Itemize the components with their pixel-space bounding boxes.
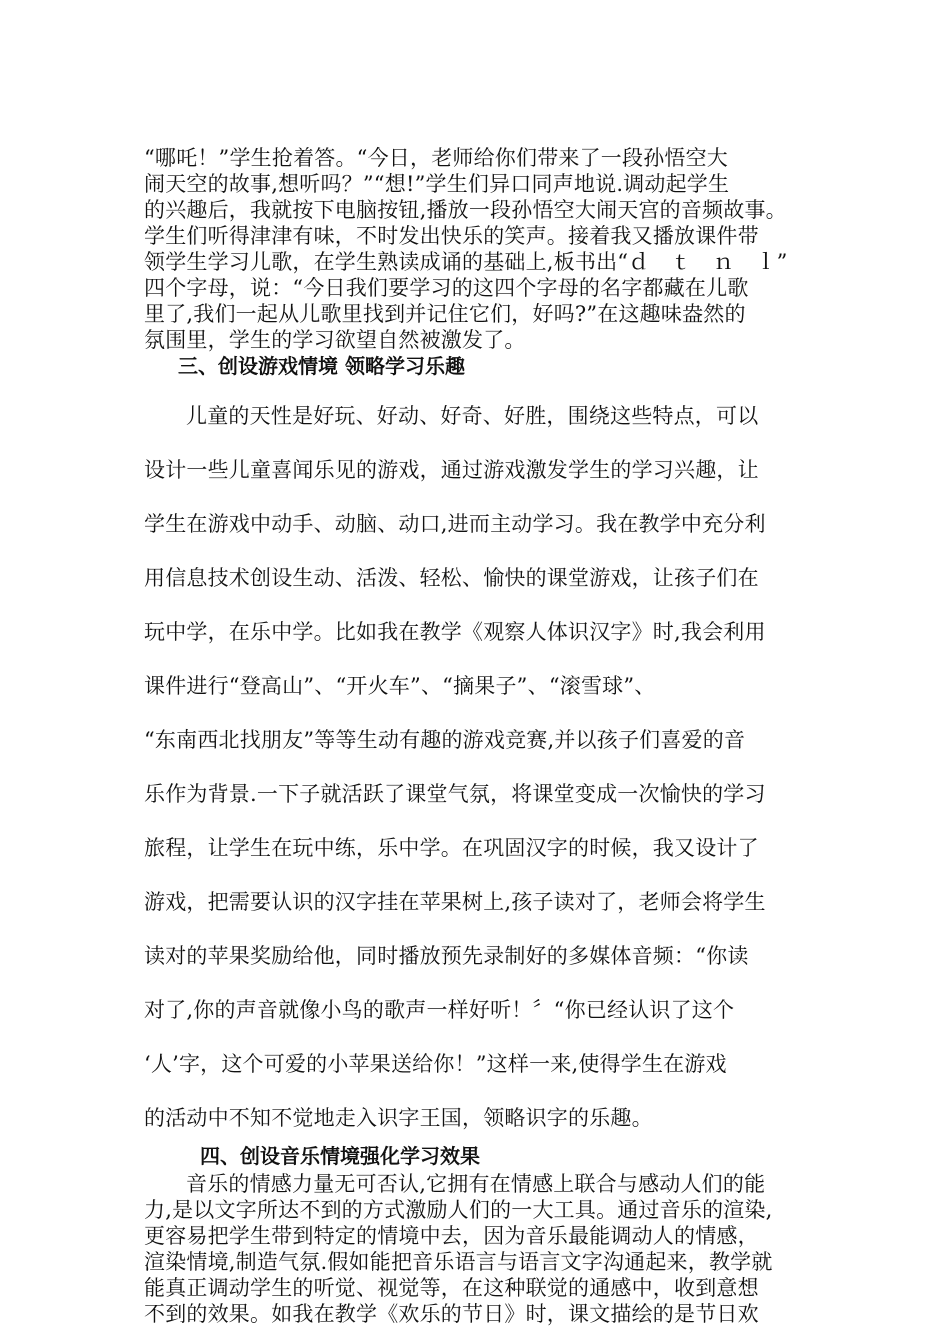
paragraph-line: 里了,我们一起从儿歌里找到并记住它们，好吗?”在这趣味盎然的 — [144, 302, 746, 326]
paragraph-line: 玩中学，在乐中学。比如我在教学《观察人体识汉字》时,我会利用 — [144, 620, 766, 644]
paragraph-line: 游戏，把需要认识的汉字挂在苹果树上,孩子读对了，老师会将学生 — [144, 890, 766, 914]
paragraph-line: 渲染情境,制造气氛.假如能把音乐语言与语言文字沟通起来，教学就 — [144, 1250, 773, 1274]
paragraph-line: 课件进行“登高山”、“开火车”、“摘果子”、“滚雪球”、 — [144, 674, 656, 698]
paragraph-line: 闹天空的故事,想听吗？”“想!”学生们异口同声地说.调动起学生 — [144, 172, 730, 196]
paragraph-line: 用信息技术创设生动、活泼、轻松、愉快的课堂游戏，让孩子们在 — [144, 566, 759, 590]
paragraph-line: 更容易把学生带到特定的情境中去，因为音乐最能调动人的情感， — [144, 1224, 759, 1248]
paragraph-line: 旅程，让学生在玩中练，乐中学。在巩固汉字的时候，我又设计了 — [144, 836, 759, 860]
paragraph-line: 领学生学习儿歌，在学生熟读成诵的基础上,板书出“ｄ ｔ ｎ ｌ” — [144, 250, 788, 274]
paragraph-line: 的活动中不知不觉地走入识字王国，领略识字的乐趣。 — [144, 1106, 653, 1130]
paragraph-line: 力,是以文字所达不到的方式激励人们的一大工具。通过音乐的渲染, — [144, 1198, 773, 1222]
section-heading: 三、创设游戏情境 领略学习乐趣 — [178, 354, 465, 378]
paragraph-line: 音乐的情感力量无可否认,它拥有在情感上联合与感动人们的能 — [186, 1172, 766, 1196]
paragraph-line: 能真正调动学生的听觉、视觉等，在这种联觉的通感中，收到意想 — [144, 1276, 759, 1300]
paragraph-line: 学生在游戏中动手、动脑、动口,进而主动学习。我在教学中充分利 — [144, 512, 766, 536]
paragraph-line: “东南西北找朋友”等等生动有趣的游戏竞赛,并以孩子们喜爱的音 — [144, 728, 746, 752]
paragraph-line: 学生们听得津津有味，不时发出快乐的笑声。接着我又播放课件带 — [144, 224, 759, 248]
paragraph-line: 氛围里，学生的学习欲望自然被激发了。 — [144, 328, 526, 352]
paragraph-line: 设计一些儿童喜闻乐见的游戏，通过游戏激发学生的学习兴趣，让 — [144, 458, 759, 482]
paragraph-line: 对了,你的声音就像小鸟的歌声一样好听！〞“你已经认识了这个 — [144, 998, 735, 1022]
paragraph-line: ‘人’字，这个可爱的小苹果送给你！”这样一来,使得学生在游戏 — [144, 1052, 727, 1076]
section-heading: 四、创设音乐情境强化学习效果 — [200, 1144, 480, 1168]
paragraph-line: 的兴趣后，我就按下电脑按钮,播放一段孙悟空大闹天宫的音频故事。 — [144, 198, 787, 222]
paragraph-line: 四个字母，说：“今日我们要学习的这四个字母的名字都藏在儿歌 — [144, 276, 749, 300]
paragraph-line: “哪吒！”学生抢着答。“今日，老师给你们带来了一段孙悟空大 — [144, 146, 729, 170]
paragraph-line: 乐作为背景.一下子就活跃了课堂气氛，将课堂变成一次愉快的学习 — [144, 782, 766, 806]
paragraph-line: 不到的效果。如我在教学《欢乐的节日》时，课文描绘的是节日欢 — [144, 1302, 759, 1326]
paragraph-line: 读对的苹果奖励给他，同时播放预先录制好的多媒体音频：“你读 — [144, 944, 749, 968]
paragraph-line: 儿童的天性是好玩、好动、好奇、好胜，围绕这些特点，可以 — [186, 404, 759, 428]
